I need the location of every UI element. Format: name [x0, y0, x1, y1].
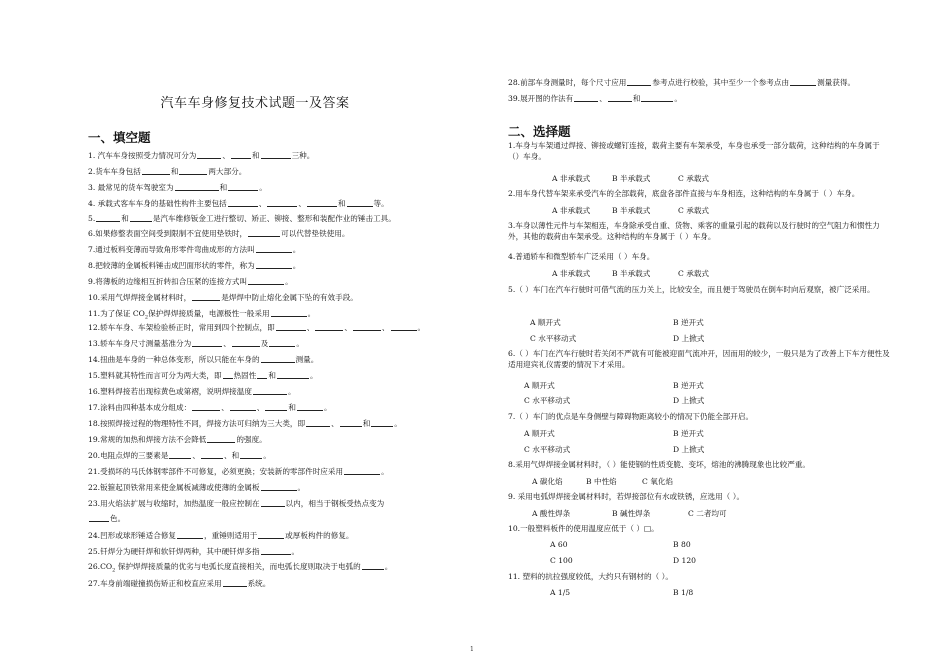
fill-question-18: 18.按照焊接过程的物理特性不同，焊接方法可归纳为三大类，即 、 和 。: [88, 419, 402, 428]
choice-8-option-a: A 碳化焰: [532, 477, 563, 486]
choice-7-option-b: B 逆开式: [673, 429, 704, 438]
choice-question-8: 8.采用气焊焊接金属材料时，（ ）能使钢的性质变脆、变坏，熔池的沸腾现象也比较严重。: [508, 460, 811, 469]
fill-question-3: 3. 最常见的货车驾驶室为 和 。: [88, 183, 267, 192]
choice-question-4: 4.普通轿车和微型轿车广泛采用（ ）车身。: [508, 252, 655, 261]
choice-question-9: 9. 采用电弧焊焊接金属材料时，若焊接部位有水或铁锈，应选用（ ）。: [508, 492, 745, 501]
fill-question-6: 6.如果修整表面空间受到限制不宜使用垫铁时， 可以代替垫铁使用。: [88, 229, 350, 238]
fill-question-23-cont: 色。: [88, 513, 125, 524]
choice-9-option-b: B 碱性焊条: [612, 509, 651, 518]
choice-4-option-c: C 承载式: [678, 269, 710, 278]
choice-2-option-c: C 承载式: [678, 206, 710, 215]
choice-5-option-c: C 水平移动式: [530, 334, 577, 343]
choice-7-option-d: D 上掀式: [673, 445, 705, 454]
page-number: 1: [470, 646, 474, 653]
choice-question-6: 6.（ ）车门在汽车行驶时若关闭不严就有可能被迎面气流冲开，因而用的较少，一般只是为了改善上下车方便性及适用迎宾礼仪需要的情况下才采用。: [508, 349, 890, 369]
choice-2-option-a: A 非承载式: [552, 206, 591, 215]
fill-question-8: 8.把较薄的金属板料锤击成凹面形状的零件，称为 。: [88, 261, 301, 270]
fill-question-4: 4. 承载式客车车身的基础性构件主要包括 、 、 和 等。: [88, 199, 389, 208]
document-title: 汽车车身修复技术试题一及答案: [160, 96, 350, 111]
choice-10-option-b: B 80: [673, 540, 691, 549]
choice-question-11: 11. 塑料的抗拉强度较低，大约只有钢材的（ ）。: [508, 572, 673, 581]
choice-1-option-b: B 半承载式: [612, 174, 651, 183]
choice-8-option-b: B 中性焰: [586, 477, 617, 486]
choice-10-option-c: C 100: [550, 556, 573, 565]
fill-question-10: 10.采用气焊焊接金属材料时， 是焊焊中防止熔化金属下坠的有效手段。: [88, 293, 358, 302]
choice-question-2: 2.用车身代替车架来承受汽车的全部载荷，底盘各部件直接与车身相连，这种结构的车身属于（ ）车身。: [508, 189, 860, 198]
choice-6-option-c: C 水平移动式: [524, 396, 571, 405]
choice-7-option-c: C 水平移动式: [524, 445, 571, 454]
fill-question-19: 19.常规的加热和焊接方法不会降低 的强度。: [88, 435, 267, 444]
fill-question-22: 22.钣箍起顶铁常用来使金属板减薄或使薄的金属板 。: [88, 483, 306, 492]
choice-1-option-a: A 非承载式: [552, 174, 591, 183]
choice-5-option-b: B 逆开式: [673, 318, 704, 327]
choice-1-option-c: C 承载式: [678, 174, 710, 183]
choice-2-option-b: B 半承载式: [612, 206, 651, 215]
fill-question-14: 14.扭曲是车身的一种总体变形，所以只能在车身的 测量。: [88, 355, 319, 364]
choice-7-option-a: A 顺开式: [524, 429, 555, 438]
choice-question-3: 3.车身以薄性元件与车架相连，车身除承受自重、货物、乘客的重量引起的载荷以及行驶时的空气阻力和惯性力外，其他的载荷由车架承受。这种结构的车身属于（ ）车身。: [508, 221, 880, 241]
fill-question-7: 7.通过板料变薄而导致角形零件弯曲成形的方法叫 。: [88, 245, 301, 254]
fill-question-26: $26.CO_2$ 保护焊焊接质量的优劣与电弧长度直接相关，而电弧长度则取决于电弧的 。: [88, 562, 393, 574]
choice-9-option-c: C 二者均可: [688, 509, 727, 518]
choice-question-7: 7.（ ）车门的优点是车身侧壁与障碍物距离较小的情况下仍能全部开启。: [508, 412, 754, 421]
choice-5-option-d: D 上掀式: [673, 334, 705, 343]
choice-8-option-c: C 氧化焰: [642, 477, 674, 486]
choice-4-option-b: B 半承载式: [612, 269, 651, 278]
fill-question-15: 15.塑料就其特性而言可分为两大类，即 热固性 和 。: [88, 371, 318, 380]
fill-question-28: 28.前部车身测量时，每个尺寸应用 参考点进行校验，其中至少一个参考点由 测量获得。: [508, 78, 856, 87]
section-heading-fill: 一、填空题: [88, 130, 151, 145]
choice-9-option-a: A 酸性焊条: [532, 509, 571, 518]
choice-11-option-b: B 1/8: [673, 588, 694, 597]
fill-question-5: 5. 和 是汽车维修钣金工进行整切、矫正、铆接、整形和装配作业的锤击工具。: [88, 214, 396, 223]
choice-5-option-a: A 顺开式: [530, 318, 561, 327]
choice-question-10: 10.一般塑料板件的使用温度应低于（ ）□。: [508, 524, 659, 533]
choice-4-option-a: A 非承载式: [552, 269, 591, 278]
fill-question-23: 23.用火焰法扩展与收缩时，加热温度一般应控制在 以内，相当于钢板受热点变为: [88, 499, 385, 508]
fill-question-13: 13.轿车车身尺寸测量基准分为 、 及 。: [88, 339, 304, 348]
fill-question-2: 2.货车车身包括 和 两大部分。: [88, 167, 247, 176]
choice-6-option-a: A 顺开式: [524, 381, 555, 390]
fill-question-11: 11.为了保证 $CO_2$保护焊焊接质量，电源极性一般采用 。: [88, 309, 316, 321]
fill-question-1: 1. 汽车车身按照受力情况可分为 、 和 三种。: [88, 151, 315, 160]
choice-question-5: 5.（ ）车门在汽车行驶时可借气流的压力关上，比较安全，而且便于驾驶员在倒车时向后观察，被广泛采用。: [508, 285, 875, 294]
choice-6-option-d: D 上掀式: [673, 396, 705, 405]
choice-10-option-a: A 60: [550, 540, 568, 549]
choice-10-option-d: D 120: [673, 556, 696, 565]
fill-question-27: 27.车身前端碰撞损伤矫正和校直应采用 系统。: [88, 579, 271, 588]
fill-question-17: 17.涂料由四种基本成分组成： 、 、 和 。: [88, 403, 332, 412]
section-heading-choice: 二、选择题: [508, 124, 571, 139]
fill-question-24: 24.凹形或球形锤适合修复 ，重锤则适用于 或厚板构件的修复。: [88, 531, 354, 540]
fill-question-16: 16.塑料焊接若出现棕黄色或第褶，说明焊接温度 。: [88, 387, 296, 396]
fill-question-20: 20.电阻点焊的三要素是 、 、和 。: [88, 451, 271, 460]
fill-question-12: 12.轿车车身、车架检验桥正时，常用到四个控制点，即 、 、 、 。: [88, 323, 426, 332]
fill-question-25: 25.钎焊分为硬钎焊和软钎焊两种，其中硬钎焊多指 。: [88, 547, 300, 556]
fill-question-39: 39.展开图的作法有 、 和 。: [508, 94, 683, 103]
choice-6-option-b: B 逆开式: [673, 381, 704, 390]
fill-question-9: 9.将薄板的边缘相互折转扣合压紧的连接方式叫 。: [88, 277, 293, 286]
choice-question-1: 1.车身与车架通过焊接、铆接或螺钉连接，载荷主要有车架承受，车身也承受一部分载荷，这种结构的车身属于（）车身。: [508, 141, 880, 161]
choice-11-option-a: A 1/5: [550, 588, 571, 597]
fill-question-21: 21.受损坏的马氏体钢零部件不可修复，必须更换；安装新的零部件时应采用 。: [88, 467, 389, 476]
